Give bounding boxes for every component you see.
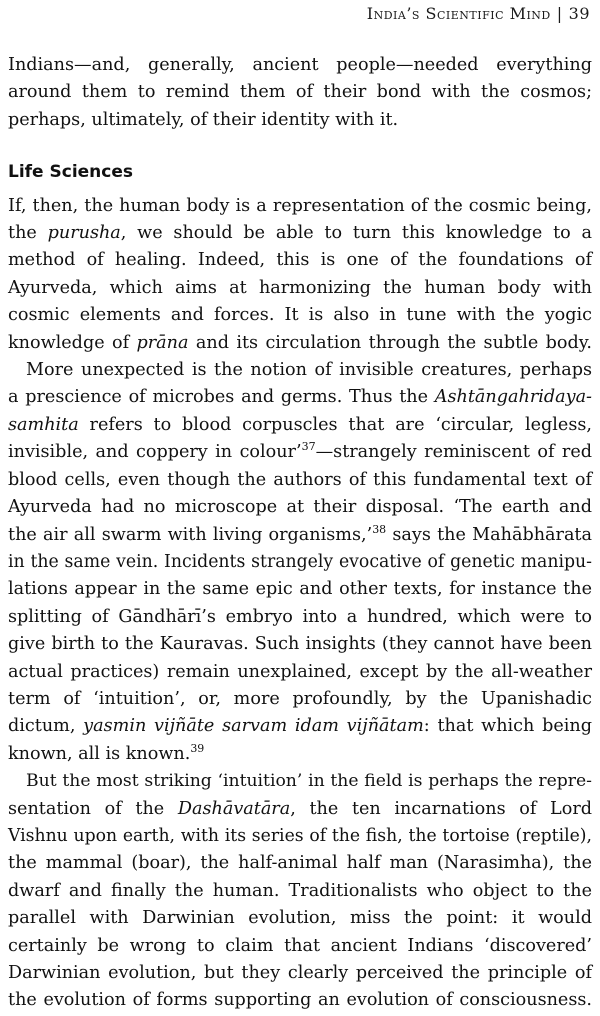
running-header xyxy=(367,4,590,23)
text-line: samhita refers to blood corpuscles that are ‘circular, legless, xyxy=(8,414,592,435)
text-line: blood cells, even though the authors of this fundamental text of xyxy=(8,469,592,490)
text-line: the mammal (boar), the half-animal half man (Narasimha), the xyxy=(8,853,592,874)
text-line: actual practices) remain unexplained, except by the all-weather xyxy=(8,661,592,682)
text-line: a prescience of microbes and germs. Thus the Ashtāngahridaya- xyxy=(8,387,592,408)
footnote-ref-38: 38 xyxy=(372,522,387,536)
running-title: India’s Scientific Mind xyxy=(366,4,551,23)
text-line: invisible, and coppery in colour’$^{37}$—strangely reminiscent of red xyxy=(8,440,593,463)
term-dashavatara: Dashāvatāra xyxy=(177,798,291,819)
text-line: cosmic elements and forces. It is also in tune with the yogic xyxy=(8,305,592,326)
text-line: More unexpected is the notion of invisible creatures, perhaps xyxy=(26,360,592,381)
sanskrit-dictum: yasmin vijñāte sarvam idam vijñātam xyxy=(83,716,424,737)
text-line: the air all swarm with living organisms,’$^{38}$ says the Mahābhārata xyxy=(8,522,592,545)
text-line: Ayurveda had no microscope at their disposal. ‘The earth and xyxy=(8,497,592,518)
paragraph-4 xyxy=(8,768,592,1015)
text-line: term of ‘intuition’, or, more profoundly, by the Upanishadic xyxy=(8,688,592,709)
section-heading: Life Sciences xyxy=(8,162,134,183)
text-line: Ayurveda, which aims at harmonizing the human body with xyxy=(8,277,592,298)
term-samhita: samhita xyxy=(8,414,79,435)
text-line: give birth to the Kauravas. Such insights (they cannot have been xyxy=(8,634,592,655)
text-line: Vishnu upon earth, with its series of the fish, the tortoise (reptile), xyxy=(8,825,592,846)
term-purusha: purusha xyxy=(47,223,121,244)
text-line: knowledge of prāna and its circulation through the subtle body. xyxy=(8,332,592,353)
header-separator: | xyxy=(556,4,563,23)
text-line: dwarf and finally the human. Traditionalists who object to the xyxy=(8,880,592,901)
text-line: perhaps, ultimately, of their identity with it. xyxy=(8,109,399,130)
page-number: 39 xyxy=(568,4,590,23)
footnote-ref-37: 37 xyxy=(301,440,316,454)
paragraph-1 xyxy=(8,52,592,134)
text-line: known, all is known.$^{39}$ xyxy=(8,741,205,764)
text-line: If, then, the human body is a representation of the cosmic being, xyxy=(8,195,592,216)
text-line: certainly be wrong to claim that ancient Indians ‘discovered’ xyxy=(8,935,592,956)
paragraph-2 xyxy=(8,193,592,357)
text-line: dictum, yasmin vijñāte sarvam idam vijñātam: that which being xyxy=(8,716,593,737)
text-line: Indians—and, generally, ancient people—needed everything xyxy=(8,55,592,75)
term-prana: prāna xyxy=(136,332,189,353)
text-line: around them to remind them of their bond with the cosmos; xyxy=(8,82,592,103)
term-ashtangahridaya: Ashtāngahridaya- xyxy=(434,387,592,408)
text-line: Darwinian evolution, but they clearly perceived the principle of xyxy=(8,963,592,983)
footnote-ref-39: 39 xyxy=(190,741,205,755)
text-line: But the most striking ‘intuition’ in the field is perhaps the repre- xyxy=(26,771,592,792)
text-line: sentation of the Dashāvatāra, the ten incarnations of Lord xyxy=(8,798,592,819)
text-line: the evolution of forms supporting an evolution of consciousness. xyxy=(8,990,592,1011)
text-line: the purusha, we should be able to turn this knowledge to a xyxy=(8,223,593,244)
paragraph-3 xyxy=(8,357,592,768)
text-line: method of healing. Indeed, this is one of the foundations of xyxy=(8,250,592,271)
text-line: in the same vein. Incidents strangely evocative of genetic manipu- xyxy=(8,551,592,572)
text-line: splitting of Gāndhārī’s embryo into a hundred, which were to xyxy=(8,606,592,627)
text-line: lations appear in the same epic and other texts, for instance the xyxy=(8,579,592,600)
text-line: parallel with Darwinian evolution, miss the point: it would xyxy=(8,908,592,929)
body-text xyxy=(8,52,592,1015)
